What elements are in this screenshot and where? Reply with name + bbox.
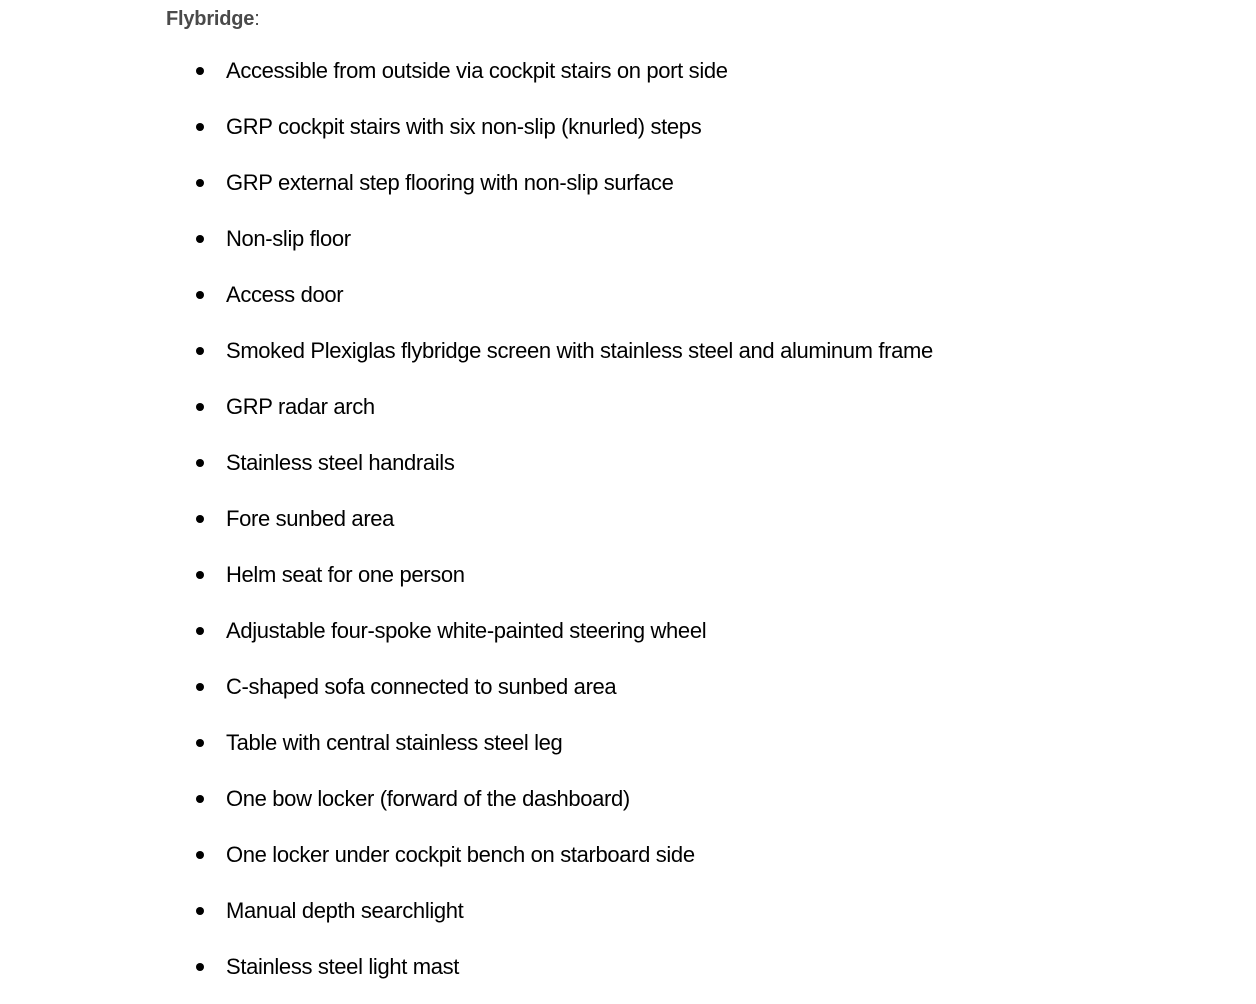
list-item	[166, 892, 933, 948]
bullet-icon	[196, 515, 204, 523]
bullet-icon	[196, 235, 204, 243]
list-item-text: One locker under cockpit bench on starboard side	[226, 842, 695, 867]
bullet-icon	[196, 179, 204, 187]
list-item	[166, 500, 933, 556]
bullet-icon	[196, 963, 204, 971]
list-item	[166, 780, 933, 836]
list-item-text: Access door	[226, 282, 344, 307]
list-item	[166, 52, 933, 108]
bullet-icon	[196, 347, 204, 355]
list-item-text: C-shaped sofa connected to sunbed area	[226, 674, 617, 699]
feature-list	[166, 52, 933, 1004]
list-item-text: GRP external step flooring with non-slip surface	[226, 170, 674, 195]
list-item-text: Manual depth searchlight	[226, 898, 464, 923]
bullet-icon	[196, 67, 204, 75]
list-item-text: Non-slip floor	[226, 226, 351, 251]
list-item-text: Stainless steel handrails	[226, 450, 455, 475]
list-item	[166, 836, 933, 892]
list-item	[166, 332, 933, 388]
list-item	[166, 164, 933, 220]
bullet-icon	[196, 683, 204, 691]
list-item	[166, 276, 933, 332]
list-item-text: One bow locker (forward of the dashboard)	[226, 786, 630, 811]
bullet-icon	[196, 907, 204, 915]
flybridge-section	[166, 0, 1166, 979]
bullet-icon	[196, 571, 204, 579]
list-item-text: Fore sunbed area	[226, 506, 395, 531]
bullet-icon	[196, 851, 204, 859]
list-item	[166, 724, 933, 780]
bullet-icon	[196, 291, 204, 299]
list-item	[166, 556, 933, 612]
bullet-icon	[196, 739, 204, 747]
list-item-text: Accessible from outside via cockpit stairs on port side	[226, 58, 728, 83]
list-item	[166, 668, 933, 724]
list-item	[166, 388, 933, 444]
list-item	[166, 220, 933, 276]
list-item	[166, 444, 933, 500]
section-title: Flybridge	[166, 8, 255, 30]
bullet-icon	[196, 459, 204, 467]
section-title-colon: :	[254, 8, 260, 30]
section-heading	[166, 0, 1166, 38]
bullet-icon	[196, 123, 204, 131]
list-item-text: Helm seat for one person	[226, 562, 465, 587]
bullet-icon	[196, 795, 204, 803]
list-item-text: GRP radar arch	[226, 394, 375, 419]
list-item-text: Smoked Plexiglas flybridge screen with stainless steel and aluminum frame	[226, 338, 933, 363]
list-item	[166, 948, 933, 1004]
list-item-text: Stainless steel light mast	[226, 954, 460, 979]
list-item-text: Adjustable four-spoke white-painted steering wheel	[226, 618, 707, 643]
list-item-text: Table with central stainless steel leg	[226, 730, 563, 755]
list-item	[166, 108, 933, 164]
bullet-icon	[196, 627, 204, 635]
bullet-icon	[196, 403, 204, 411]
list-item	[166, 612, 933, 668]
list-item-text: GRP cockpit stairs with six non-slip (knurled) steps	[226, 114, 702, 139]
